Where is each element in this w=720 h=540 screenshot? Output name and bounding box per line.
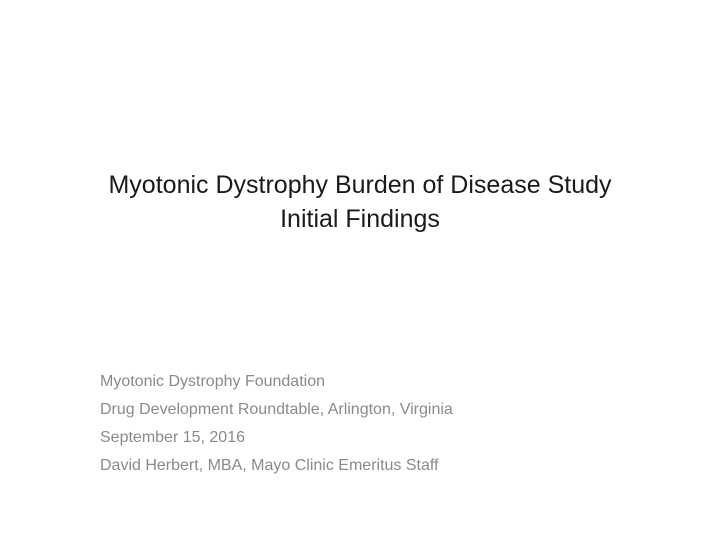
slide-title-line-2: Initial Findings — [280, 205, 440, 233]
organization-name: Myotonic Dystrophy Foundation — [100, 373, 325, 390]
event-name: Drug Development Roundtable, Arlington, Virginia — [100, 401, 453, 418]
event-date: September 15, 2016 — [100, 429, 245, 446]
slide-subtitle — [100, 368, 660, 480]
slide-title-line-1: Myotonic Dystrophy Burden of Disease Study — [108, 171, 612, 199]
presenter-name: David Herbert, MBA, Mayo Clinic Emeritus Staff — [100, 457, 439, 474]
slide-title — [40, 168, 680, 236]
